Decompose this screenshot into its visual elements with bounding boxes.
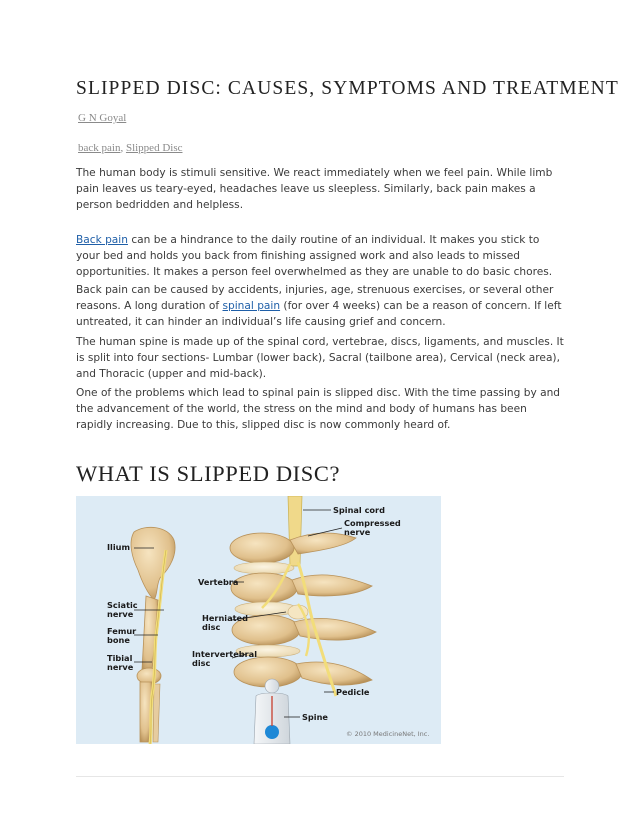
spine-illustration	[76, 496, 441, 744]
intro-paragraph: The human body is stimuli sensitive. We react immediately when we feel pain. While limb pain leaves us teary-eyed, headaches leave us sleepless. Similarly, back pain makes a person bedridden and helpless.	[76, 167, 553, 211]
back-pain-link[interactable]: Back pain	[76, 234, 128, 246]
label-ilium: Ilium	[107, 542, 131, 552]
label-intervertebral-disc-2: disc	[192, 658, 211, 668]
label-vertebra: Vertebra	[198, 577, 239, 587]
tag-slipped-disc[interactable]: Slipped Disc	[125, 142, 183, 154]
label-pedicle: Pedicle	[336, 687, 370, 697]
spinal-pain-link[interactable]: spinal pain	[222, 300, 281, 312]
label-tibial-nerve: Tibial	[107, 653, 133, 663]
author-link[interactable]: G N Goyal	[78, 112, 127, 124]
tag-back-pain[interactable]: back pain	[78, 142, 121, 154]
vertebra-4	[234, 657, 372, 687]
article-title: SLIPPED DISC: CAUSES, SYMPTOMS AND TREATMENT	[76, 78, 619, 99]
spine-diagram-svg	[76, 496, 441, 744]
label-sciatic-nerve: Sciatic	[107, 600, 138, 610]
label-compressed-nerve-2: nerve	[344, 527, 371, 537]
label-compressed-nerve: Compressed	[344, 518, 401, 528]
paragraph-slipped-disc: One of the problems which lead to spinal pain is slipped disc. With the time passing by and the advancement of the world, the stress on the mind and body of humans has been rapidly increasing. Due to this, slipped disc is now commonly heard of.	[76, 387, 561, 431]
label-spinal-cord: Spinal cord	[333, 505, 385, 515]
paragraph-causes	[76, 282, 566, 330]
label-femur-bone: Femur	[107, 626, 137, 636]
section-heading: WHAT IS SLIPPED DISC?	[76, 461, 341, 486]
vertebra-3	[232, 615, 376, 645]
label-femur-bone-2: bone	[107, 635, 130, 645]
body-figure	[254, 679, 290, 744]
paragraph-text: (for over 4 weeks) can be a reason of concern. If left untreated, it can hinder an individual’s life causing grief and concern.	[76, 300, 562, 328]
paragraph-text: can be a hindrance to the daily routine of an individual. It makes you stick to your bed and holds you back from finishing assigned work and also leads to missed opportunities. It makes a person feel overwhelmed as they are unable to do basic chores.	[76, 234, 553, 278]
label-spine: Spine	[302, 712, 328, 722]
paragraph-back-pain	[76, 232, 566, 280]
footer-divider	[76, 776, 564, 777]
paragraph-spine-anatomy: The human spine is made up of the spinal cord, vertebrae, discs, ligaments, and muscles. It is split into four sections- Lumbar (lower back), Sacral (tailbone area), Cervical (neck area), and Thoracic (upper and mid-back).	[76, 336, 564, 380]
label-sciatic-nerve-2: nerve	[107, 609, 134, 619]
label-herniated-disc: Herniated	[202, 613, 248, 623]
pelvis-and-leg	[131, 527, 175, 744]
label-intervertebral-disc: Intervertebral	[192, 649, 258, 659]
tag-list	[78, 142, 182, 154]
label-tibial-nerve-2: nerve	[107, 662, 134, 672]
paragraph-text: Back pain can be caused by accidents, injuries, age, strenuous exercises, or several other reasons. A long duration of	[76, 284, 554, 312]
copyright-text: © 2010 MedicineNet, Inc.	[346, 730, 430, 738]
label-herniated-disc-2: disc	[202, 622, 221, 632]
tag-separator: ,	[120, 142, 126, 154]
